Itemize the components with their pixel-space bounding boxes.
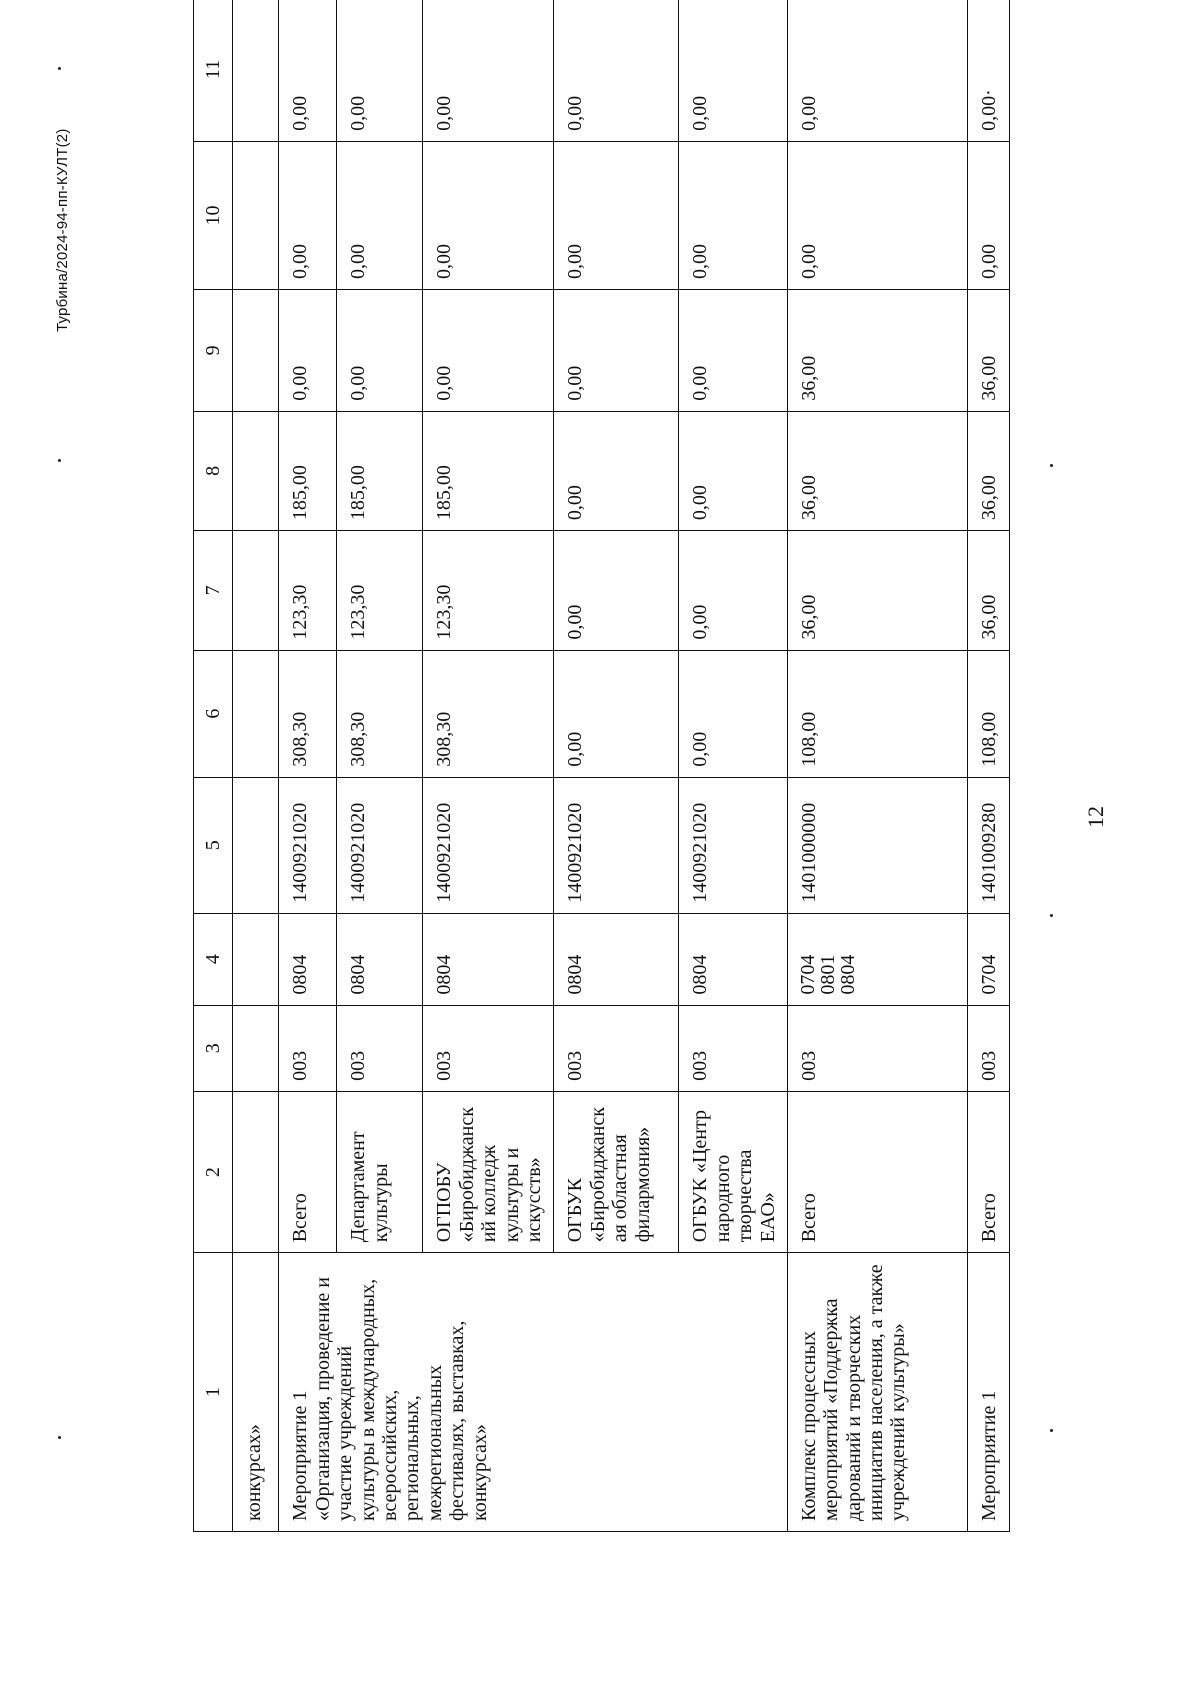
value-cell: 0,00 (279, 0, 337, 141)
value-cell: 0,00 (787, 0, 967, 141)
value-cell: 308,30 (279, 650, 337, 777)
scan-dot (1050, 1429, 1053, 1432)
value-cell: 0,00 (679, 531, 788, 650)
value-cell: 0,00 (679, 650, 788, 777)
rzpr-code: 0804 (836, 954, 859, 995)
executor: Департамент культуры (337, 1091, 423, 1252)
value-cell: 0,00 (554, 290, 679, 412)
csr-code: 1400921020 (554, 777, 679, 913)
rzpr-code: 0704 (796, 954, 819, 995)
value-cell: 0,00 (679, 290, 788, 412)
value-cell: 0,00 (279, 141, 337, 289)
table-row (279, 0, 337, 1532)
activity-name: Мероприятие 1 «Организация, проведение и участие учреждений культуры в международных, всероссийских, региональных, межрегиональных фестивалях, выставках, конкурсах» (279, 1253, 788, 1532)
executor: ОГБУК «Биробиджанская областная филармония» (554, 1091, 679, 1252)
rzpr-code-list (787, 913, 967, 1005)
value-cell: 0,00 (279, 290, 337, 412)
grbs-code: 003 (554, 1005, 679, 1091)
table-row (233, 0, 279, 1532)
value-cell: 123,30 (423, 531, 554, 650)
scan-dot (58, 1436, 61, 1439)
page-number: 12 (1083, 806, 1108, 828)
column-number-row (194, 0, 233, 1532)
scan-dot (58, 459, 61, 462)
value-cell: 185,00 (279, 411, 337, 530)
value-cell: 0,00 (337, 290, 423, 412)
value-cell: 0,00· (967, 0, 1009, 141)
value-cell: 0,00 (337, 0, 423, 141)
value-cell: 0,00 (337, 141, 423, 289)
value-cell: 36,00 (787, 411, 967, 530)
value-cell: 308,30 (423, 650, 554, 777)
scan-dot (1050, 464, 1053, 467)
rzpr-code: 0804 (554, 913, 679, 1005)
value-cell: 36,00 (967, 411, 1009, 530)
value-cell: 0,00 (679, 411, 788, 530)
grbs-code: 003 (967, 1005, 1009, 1091)
rzpr-code: 0801 (816, 954, 839, 995)
value-cell: 0,00 (554, 141, 679, 289)
value-cell: 36,00 (787, 531, 967, 650)
value-cell: 0,00 (554, 0, 679, 141)
document-code: Турбина/2024-94-пп-КУЛТ(2) (54, 128, 71, 332)
value-cell: 0,00 (679, 141, 788, 289)
value-cell: 108,00 (787, 650, 967, 777)
column-number: 10 (194, 141, 233, 289)
value-cell: 0,00 (554, 531, 679, 650)
executor: ОГПОБУ «Биробиджанский колледж культуры и искусств» (423, 1091, 554, 1252)
value-cell: 36,00 (967, 290, 1009, 412)
value-cell: 185,00 (423, 411, 554, 530)
grbs-code: 003 (337, 1005, 423, 1091)
column-number: 6 (194, 650, 233, 777)
column-number: 1 (194, 1253, 233, 1532)
activity-name: Мероприятие 1 (967, 1253, 1009, 1532)
value-cell: 36,00 (787, 290, 967, 412)
executor: Всего (787, 1091, 967, 1252)
value-cell: 36,00 (967, 531, 1009, 650)
value-cell: 0,00 (787, 141, 967, 289)
value-cell: 0,00 (423, 0, 554, 141)
grbs-code: 003 (679, 1005, 788, 1091)
csr-code: 1401000000 (787, 777, 967, 913)
column-number: 7 (194, 531, 233, 650)
grbs-code: 003 (279, 1005, 337, 1091)
value-cell: 0,00 (967, 141, 1009, 289)
value-cell: 0,00 (423, 141, 554, 289)
executor: Всего (279, 1091, 337, 1252)
executor: Всего (967, 1091, 1009, 1252)
rzpr-code: 0804 (337, 913, 423, 1005)
csr-code: 1400921020 (423, 777, 554, 913)
finance-table (193, 0, 1010, 1532)
csr-code: 1400921020 (679, 777, 788, 913)
column-number: 9 (194, 290, 233, 412)
grbs-code: 003 (787, 1005, 967, 1091)
rotated-page (10, 10, 1190, 1687)
rzpr-code: 0804 (279, 913, 337, 1005)
csr-code: 1401009280 (967, 777, 1009, 913)
value-cell: 123,30 (337, 531, 423, 650)
column-number: 3 (194, 1005, 233, 1091)
continuation-text: конкурсах» (233, 1253, 279, 1532)
csr-code: 1400921020 (337, 777, 423, 913)
rzpr-code: 0804 (679, 913, 788, 1005)
column-number: 8 (194, 411, 233, 530)
value-cell: 0,00 (423, 290, 554, 412)
scan-dot (1050, 914, 1053, 917)
activity-name: Комплекс процессных мероприятий «Поддержка дарований и творческих инициатив населения, а также учреждений культуры» (787, 1253, 967, 1532)
value-cell: 0,00 (554, 411, 679, 530)
table-row (967, 0, 1009, 1532)
value-cell: 185,00 (337, 411, 423, 530)
grbs-code: 003 (423, 1005, 554, 1091)
rzpr-code: 0804 (423, 913, 554, 1005)
rzpr-code: 0704 (967, 913, 1009, 1005)
csr-code: 1400921020 (279, 777, 337, 913)
column-number: 5 (194, 777, 233, 913)
table-row (787, 0, 967, 1532)
column-number: 4 (194, 913, 233, 1005)
column-number: 11 (194, 0, 233, 141)
column-number: 2 (194, 1091, 233, 1252)
value-cell: 123,30 (279, 531, 337, 650)
value-cell: 0,00 (679, 0, 788, 141)
value-cell: 308,30 (337, 650, 423, 777)
executor: ОГБУК «Центр народного творчества ЕАО» (679, 1091, 788, 1252)
scan-dot (58, 67, 61, 70)
value-cell: 108,00 (967, 650, 1009, 777)
value-cell: 0,00 (554, 650, 679, 777)
